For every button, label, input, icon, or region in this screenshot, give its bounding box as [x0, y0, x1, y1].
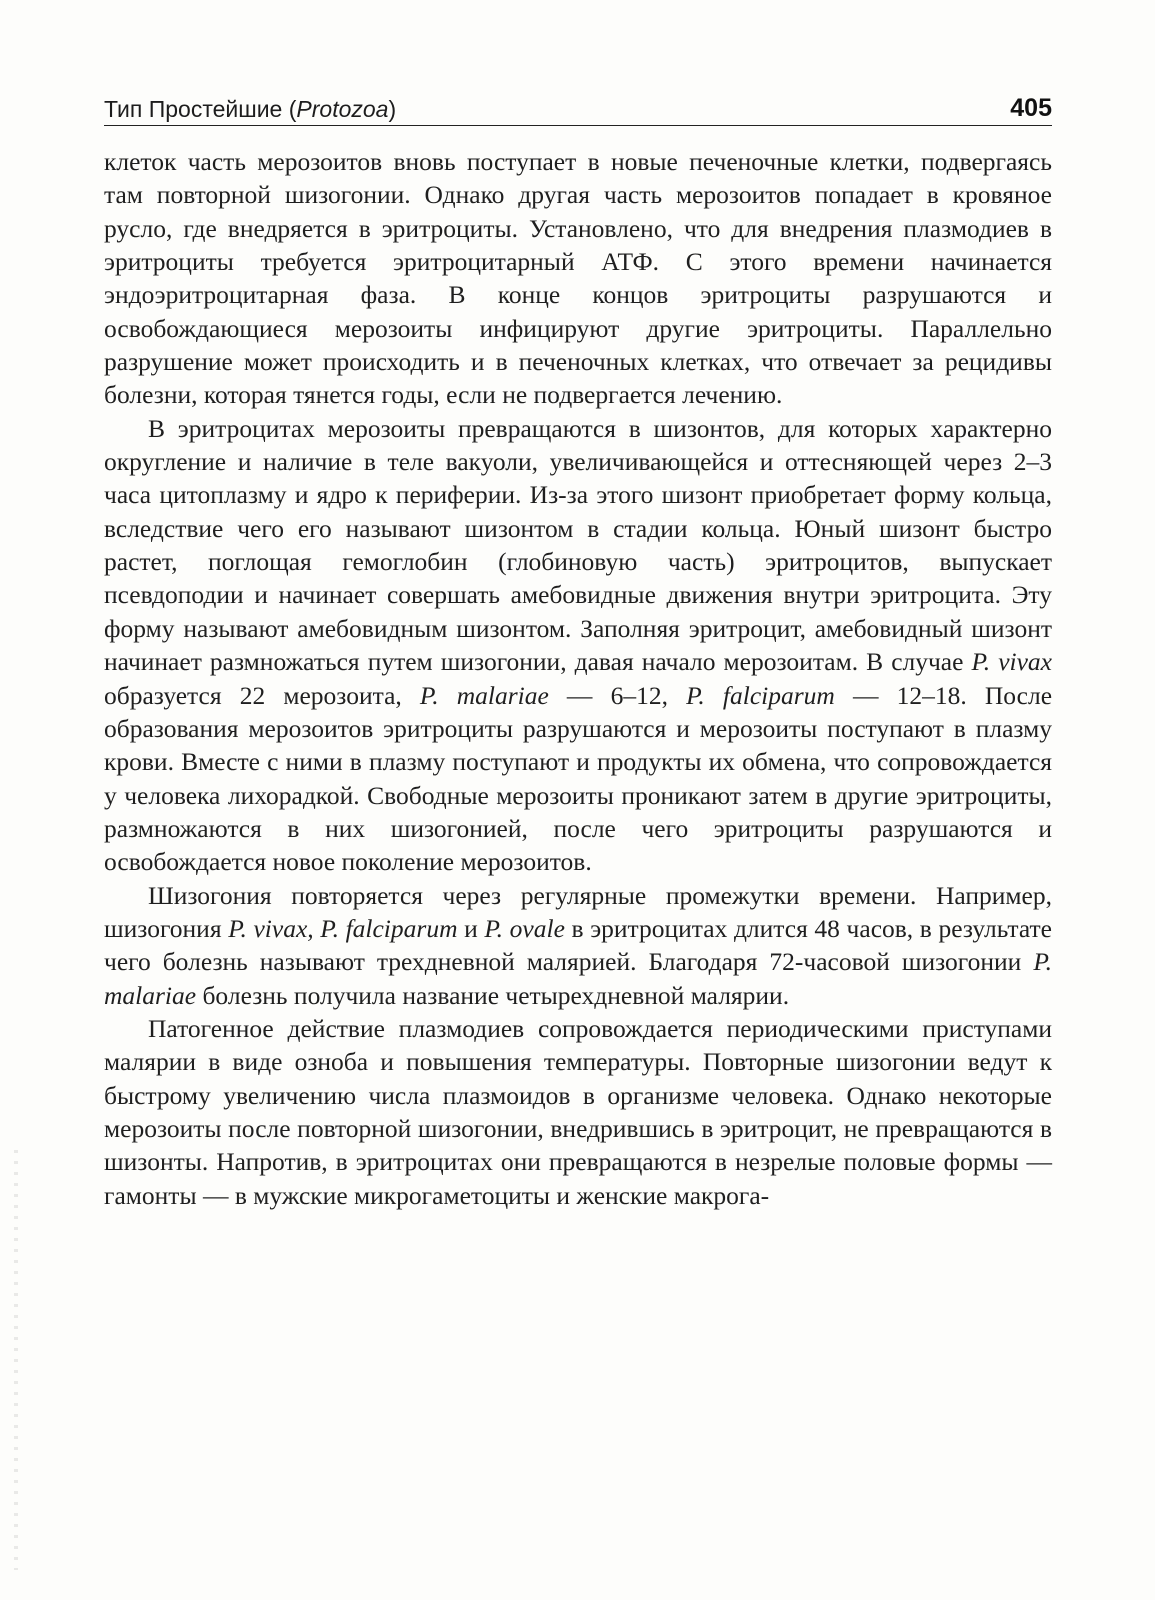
text-run: в эритроцитах длится 48 часов, в результате чего болезнь называют трехдневной малярией. Благодаря 72-часовой шизогонии	[104, 913, 1052, 977]
text-run: болезнь получила название четырехдневной малярии.	[196, 980, 790, 1010]
paragraph-3	[104, 879, 1052, 1012]
latin-species-name: P. ovale	[484, 913, 565, 943]
running-header	[104, 88, 1052, 126]
chapter-title	[104, 98, 396, 121]
page-number: 405	[1010, 94, 1052, 122]
text-run: В эритроцитах мерозоиты превращаются в шизонтов, для которых характерно округление и наличие в теле вакуоли, увеличивающейся и оттесняющей через 2–3 часа цитоплазму и ядро к периферии. Из-за этого шизонт приобретает форму кольца, вследствие чего его называют шизонтом в стадии кольца. Юный шизонт быстро растет, поглощая гемоглобин (глобиновую часть) эритроцитов, выпускает псевдоподии и начинает совершать амебовидные движения внутри эритроцита. Эту форму называют амебовидным шизонтом. Заполняя эритроцит, амебовидный шизонт начинает размножаться путем шизогонии, давая начало мерозоитам. В случае	[104, 413, 1052, 677]
text-run: — 12–18. После образования мерозоитов эритроциты разрушаются и мерозоиты поступают в плазму крови. Вместе с ними в плазму поступают и продукты их обмена, что сопровождается у человека лихорадкой. Свободные мерозоиты проникают затем в другие эритроциты, размножаются в них шизогонией, после чего эритроциты разрушаются и освобождается новое поколение мерозоитов.	[104, 680, 1053, 877]
latin-species-name: P. malariae	[419, 680, 549, 710]
latin-species-name: P. vivax, P. falciparum	[228, 913, 458, 943]
text-run: и	[457, 913, 485, 943]
body-text	[104, 145, 1052, 1212]
chapter-title-latin: Protozoa	[296, 96, 389, 122]
paragraph-2	[104, 412, 1052, 879]
chapter-title-prefix: Тип Простейшие (	[104, 96, 297, 122]
text-run: Шизогония повторяется через регулярные промежутки времени. Например, шизогония	[104, 880, 1052, 943]
latin-species-name: P. falciparum	[686, 680, 835, 710]
chapter-title-suffix: )	[388, 96, 397, 122]
latin-species-name: P. vivax	[971, 647, 1052, 677]
text-run: образуется 22 мерозоита,	[104, 680, 420, 710]
scan-edge-speckle	[14, 1150, 18, 1570]
paragraph-1: клеток часть мерозоитов вновь поступает в новые печеночные клетки, подвергаясь там повторной шизогонии. Однако другая часть мерозоитов попадает в кровяное русло, где внедряется в эритроциты. Установлено, что для внедрения плазмодиев в эритроциты требуется эритроцитарный АТФ. С этого времени начинается эндоэритроцитарная фаза. В конце концов эритроциты разрушаются и освобождающиеся мерозоиты инфицируют другие эритроциты. Параллельно разрушение может происходить и в печеночных клетках, что отвечает за рецидивы болезни, которая тянется годы, если не подвергается лечению.	[104, 147, 1052, 410]
paragraph-4: Патогенное действие плазмодиев сопровождается периодическими приступами малярии в виде озноба и повышения температуры. Повторные шизогонии ведут к быстрому увеличению числа плазмоидов в организме человека. Однако некоторые мерозоиты после повторной шизогонии, внедрившись в эритроцит, не превращаются в шизонты. Напротив, в эритроцитах они превращаются в незрелые половые формы — гамонты — в мужские микрогаметоциты и женские макрога-	[104, 1013, 1052, 1210]
latin-species-name: P. malariae	[104, 947, 1052, 1010]
text-run: — 6–12,	[548, 680, 687, 710]
